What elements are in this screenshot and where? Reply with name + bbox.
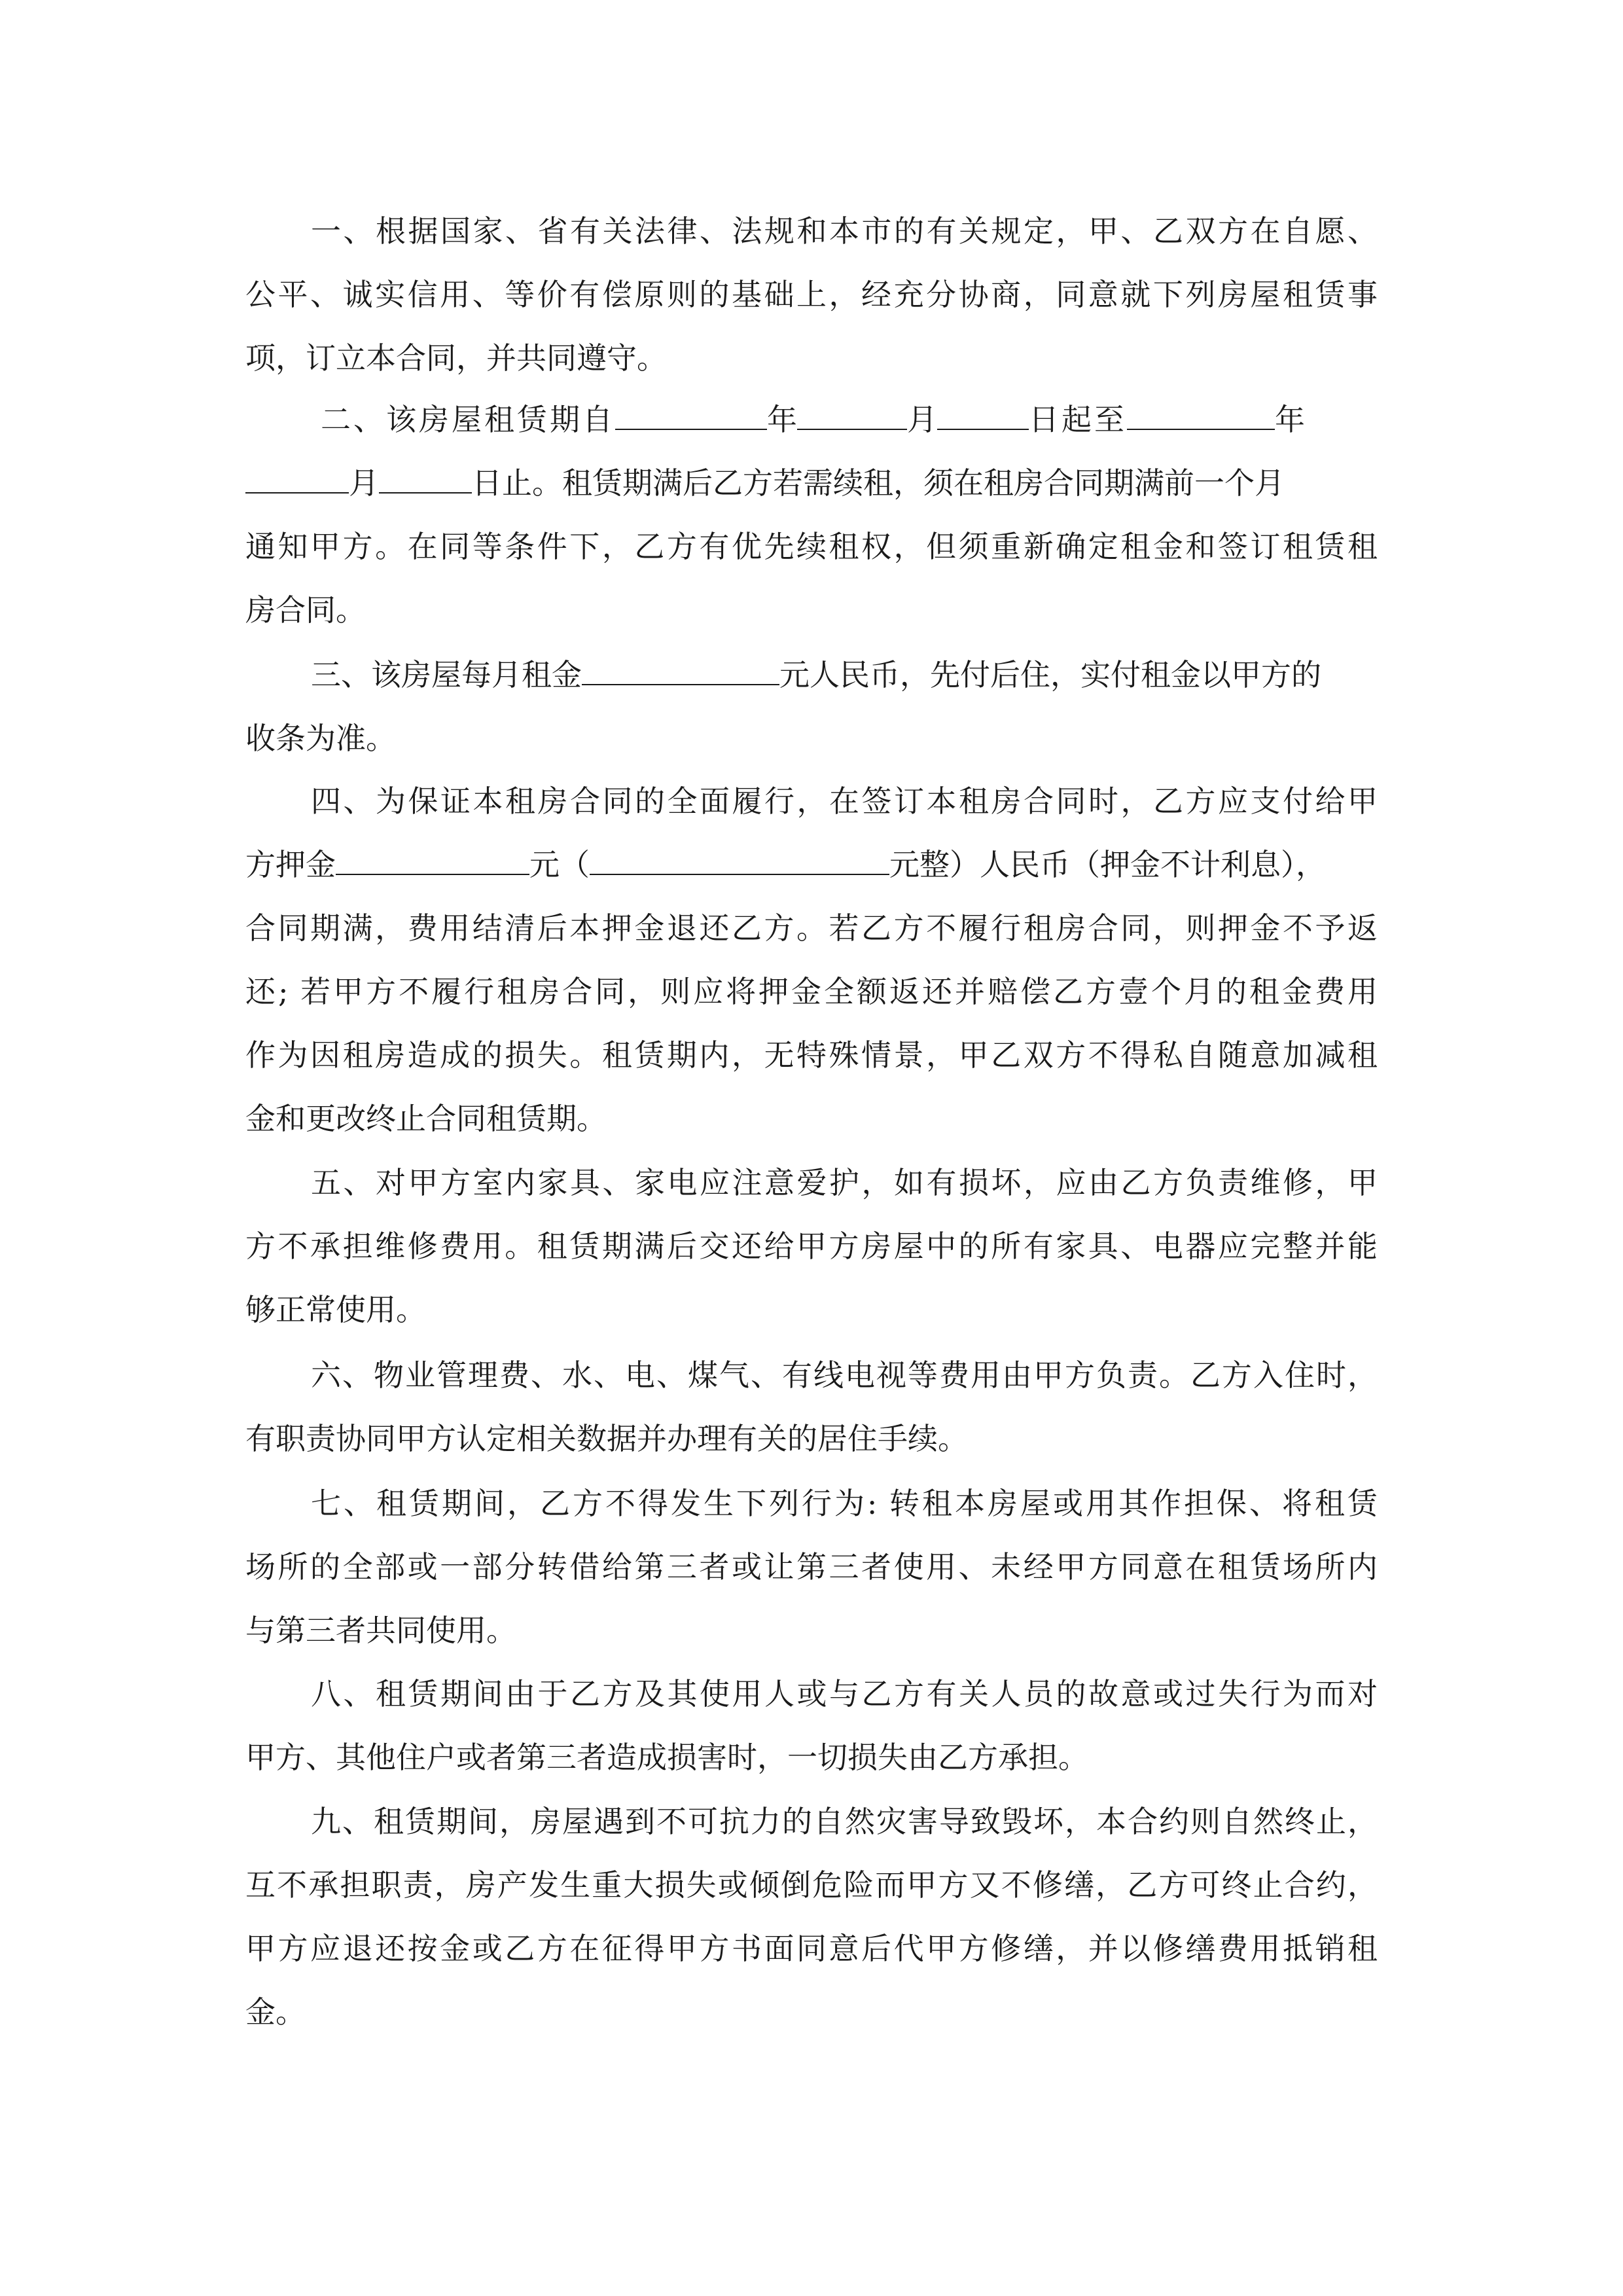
- clause-6: [245, 1344, 1378, 1471]
- clause-line: 四、为保证本租房合同的全面履行，在签订本租房合同时，乙方应支付给甲: [311, 783, 1378, 819]
- clause-line: 房合同。: [245, 592, 366, 628]
- clause-line: 六、物业管理费、水、电、煤气、有线电视等费用由甲方负责。乙方入住时，: [311, 1357, 1378, 1393]
- clause-text: 年: [1275, 402, 1305, 437]
- start-month-blank: [797, 395, 907, 430]
- end-day-blank: [379, 458, 472, 493]
- clause-line: 通知甲方。在同等条件下，乙方有优先续租权，但须重新确定租金和签订租赁租: [245, 529, 1378, 564]
- clause-line: 够正常使用。: [245, 1292, 426, 1327]
- start-day-blank: [937, 395, 1029, 430]
- clause-line: 九、租赁期间，房屋遇到不可抗力的自然灾害导致毁坏，本合约则自然终止，: [311, 1804, 1378, 1839]
- clause-line: 七、租赁期间，乙方不得发生下列行为: 转租本房屋或用其作担保、将租赁: [311, 1486, 1378, 1521]
- clause-line: [245, 452, 1378, 515]
- clause-line: 甲方应退还按金或乙方在征得甲方书面同意后代甲方修缮，并以修缮费用抵销租: [245, 1931, 1378, 1966]
- clause-line: 作为因租房造成的损失。租赁期内，无特殊情景，甲乙双方不得私自随意加减租: [245, 1037, 1378, 1073]
- clause-line: 八、租赁期间由于乙方及其使用人或与乙方有关人员的故意或过失行为而对: [311, 1676, 1378, 1712]
- clause-line: [245, 643, 1378, 707]
- clause-2: [245, 388, 1378, 642]
- clause-8: [245, 1662, 1378, 1789]
- clause-line: 还; 若甲方不履行租房合同，则应将押金全额返还并赔偿乙方壹个月的租金费用: [245, 974, 1378, 1009]
- clause-text: 元人民币，先付后住，实付租金以甲方的: [779, 657, 1321, 692]
- clause-line: [245, 388, 1378, 452]
- clause-text: 日止。租赁期满后乙方若需续租，须在租房合同期满前一个月: [472, 465, 1285, 501]
- clause-text: 二、该房屋租赁期自: [321, 402, 615, 437]
- clause-line: [245, 833, 1378, 897]
- deposit-words-blank: [590, 840, 889, 875]
- clause-line: 互不承担职责，房产发生重大损失或倾倒危险而甲方又不修缮，乙方可终止合约，: [245, 1867, 1378, 1903]
- clause-text: 三、该房屋每月租金: [311, 657, 582, 692]
- clause-3: [245, 643, 1378, 770]
- clause-text: 元整）人民币（押金不计利息），: [889, 847, 1326, 882]
- clause-line: 方不承担维修费用。租赁期满后交还给甲方房屋中的所有家具、电器应完整并能: [245, 1229, 1378, 1264]
- end-year-blank: [1127, 395, 1275, 430]
- deposit-amount-blank: [336, 840, 529, 875]
- clause-5: [245, 1151, 1378, 1342]
- clause-line: 合同期满，费用结清后本押金退还乙方。若乙方不履行租房合同，则押金不予返: [245, 910, 1378, 946]
- start-year-blank: [615, 395, 767, 430]
- clause-line: 甲方、其他住户或者第三者造成损害时，一切损失由乙方承担。: [245, 1740, 1088, 1775]
- clause-text: 日起至: [1029, 402, 1127, 437]
- clause-text: 方押金: [245, 847, 336, 882]
- clause-line: 有职责协同甲方认定相关数据并办理有关的居住手续。: [245, 1421, 968, 1456]
- clause-line: 项，订立本合同，并共同遵守。: [245, 340, 667, 376]
- clause-7: [245, 1472, 1378, 1662]
- clause-line: 场所的全部或一部分转借给第三者或让第三者使用、未经甲方同意在租赁场所内: [245, 1549, 1378, 1585]
- clause-text: 年: [767, 402, 797, 437]
- clause-9: [245, 1790, 1378, 2044]
- end-month-blank: [245, 458, 349, 493]
- clause-line: 一、根据国家、省有关法律、法规和本市的有关规定，甲、乙双方在自愿、: [311, 213, 1378, 249]
- clause-line: 收条为准。: [245, 721, 396, 756]
- clause-text: 元（: [529, 847, 590, 882]
- clause-line: 金和更改终止合同租赁期。: [245, 1101, 607, 1136]
- clause-text: 月: [907, 402, 937, 437]
- clause-4: [245, 770, 1378, 1151]
- clause-text: 月: [349, 465, 379, 501]
- clause-line: 五、对甲方室内家具、家电应注意爱护，如有损坏，应由乙方负责维修，甲: [311, 1165, 1378, 1200]
- clause-line: 金。: [245, 1994, 306, 2030]
- monthly-rent-blank: [582, 650, 779, 685]
- clause-1: [245, 200, 1378, 390]
- clause-line: 与第三者共同使用。: [245, 1613, 516, 1648]
- clause-line: 公平、诚实信用、等价有偿原则的基础上，经充分协商，同意就下列房屋租赁事: [245, 277, 1378, 312]
